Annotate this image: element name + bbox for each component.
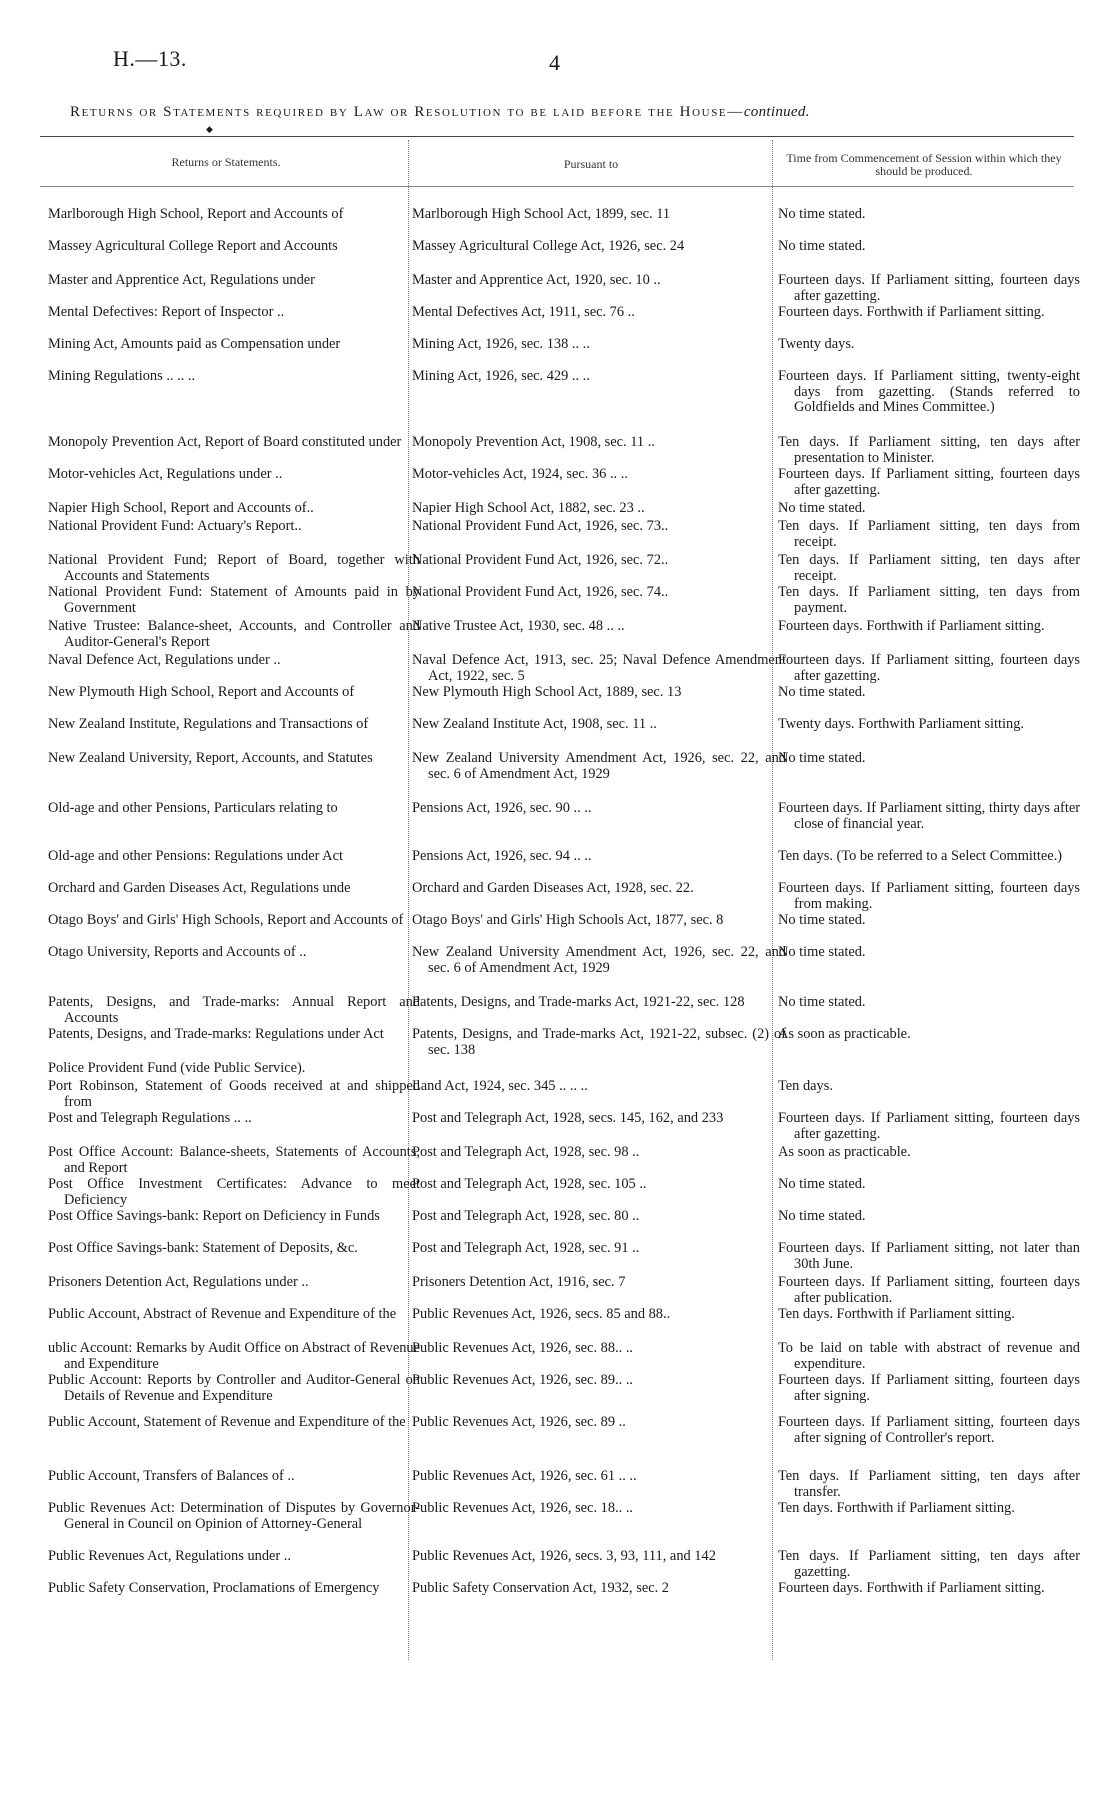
document-reference: H.—13. xyxy=(113,46,187,71)
time-cell: Ten days. Forthwith if Parliament sitting. xyxy=(778,1500,1015,1516)
pursuant-cell: New Zealand University Amendment Act, 1926, sec. 22, and sec. 6 of Amendment Act, 1929 xyxy=(412,944,786,976)
returns-cell: Napier High School, Report and Accounts of.. xyxy=(48,500,314,516)
returns-cell: ublic Account: Remarks by Audit Office on Abstract of Revenue and Expenditure xyxy=(48,1340,420,1372)
time-cell: Ten days. If Parliament sitting, ten days after presentation to Minister. xyxy=(778,434,1080,466)
time-cell: No time stated. xyxy=(778,1208,866,1224)
pursuant-cell: Post and Telegraph Act, 1928, sec. 80 .. xyxy=(412,1208,640,1224)
returns-cell: Old-age and other Pensions: Regulations under Act xyxy=(48,848,343,864)
time-cell: Ten days. If Parliament sitting, ten days after receipt. xyxy=(778,552,1080,584)
time-cell: Fourteen days. If Parliament sitting, fourteen days after gazetting. xyxy=(778,466,1080,498)
pursuant-cell: Mining Act, 1926, sec. 429 .. .. xyxy=(412,368,590,384)
time-cell: No time stated. xyxy=(778,206,866,222)
time-cell: Fourteen days. Forthwith if Parliament sitting. xyxy=(778,304,1045,320)
returns-cell: National Provident Fund: Actuary's Report.. xyxy=(48,518,302,534)
time-cell: Fourteen days. If Parliament sitting, fourteen days after gazetting. xyxy=(778,1110,1080,1142)
pursuant-cell: National Provident Fund Act, 1926, sec. 72.. xyxy=(412,552,669,568)
pursuant-cell: Public Revenues Act, 1926, sec. 88.. .. xyxy=(412,1340,634,1356)
returns-cell: Naval Defence Act, Regulations under .. xyxy=(48,652,281,668)
time-cell: Fourteen days. If Parliament sitting, twenty-eight days from gazetting. (Stands referred to Goldfields and Mines Committee.) xyxy=(778,368,1080,415)
pursuant-cell: New Zealand Institute Act, 1908, sec. 11 .. xyxy=(412,716,657,732)
pursuant-cell: Post and Telegraph Act, 1928, secs. 145, 162, and 233 xyxy=(412,1110,724,1126)
time-cell: Fourteen days. If Parliament sitting, fourteen days from making. xyxy=(778,880,1080,912)
column-divider-1 xyxy=(408,140,409,1660)
time-cell: Fourteen days. If Parliament sitting, fourteen days after gazetting. xyxy=(778,652,1080,684)
pursuant-cell: Mining Act, 1926, sec. 138 .. .. xyxy=(412,336,590,352)
ornament-diamond: ◆ xyxy=(206,124,213,134)
returns-cell: Monopoly Prevention Act, Report of Board constituted under xyxy=(48,434,402,450)
returns-cell: Post Office Savings-bank: Report on Deficiency in Funds xyxy=(48,1208,380,1224)
returns-cell: Master and Apprentice Act, Regulations under xyxy=(48,272,315,288)
returns-cell: Post Office Investment Certificates: Advance to meet Deficiency xyxy=(48,1176,420,1208)
pursuant-cell: Massey Agricultural College Act, 1926, sec. 24 xyxy=(412,238,685,254)
time-cell: To be laid on table with abstract of revenue and expenditure. xyxy=(778,1340,1080,1372)
column-header-pursuant: Pursuant to xyxy=(563,157,619,171)
pursuant-cell: Public Revenues Act, 1926, secs. 85 and 88.. xyxy=(412,1306,671,1322)
pursuant-cell: Marlborough High School Act, 1899, sec. 11 xyxy=(412,206,671,222)
pursuant-cell: Public Revenues Act, 1926, sec. 89 .. xyxy=(412,1414,626,1430)
pursuant-cell: Master and Apprentice Act, 1920, sec. 10 .. xyxy=(412,272,661,288)
returns-cell: Post and Telegraph Regulations .. .. xyxy=(48,1110,252,1126)
page-number: 4 xyxy=(549,50,560,75)
pursuant-cell: Post and Telegraph Act, 1928, sec. 98 .. xyxy=(412,1144,640,1160)
returns-cell: Prisoners Detention Act, Regulations under .. xyxy=(48,1274,309,1290)
pursuant-cell: National Provident Fund Act, 1926, sec. 73.. xyxy=(412,518,669,534)
returns-cell: Native Trustee: Balance-sheet, Accounts, and Controller and Auditor-General's Report xyxy=(48,618,420,650)
pursuant-cell: Public Revenues Act, 1926, sec. 18.. .. xyxy=(412,1500,634,1516)
returns-cell: Massey Agricultural College Report and Accounts xyxy=(48,238,338,254)
pursuant-cell: Post and Telegraph Act, 1928, sec. 91 .. xyxy=(412,1240,640,1256)
returns-cell: Motor-vehicles Act, Regulations under .. xyxy=(48,466,283,482)
page-title xyxy=(70,104,1030,121)
top-rule xyxy=(40,136,1074,137)
time-cell: Ten days. If Parliament sitting, ten days after transfer. xyxy=(778,1468,1080,1500)
title-continued: continued. xyxy=(743,104,810,120)
returns-cell: Mining Regulations .. .. .. xyxy=(48,368,196,384)
time-cell: Fourteen days. If Parliament sitting, thirty days after close of financial year. xyxy=(778,800,1080,832)
pursuant-cell: Orchard and Garden Diseases Act, 1928, sec. 22. xyxy=(412,880,694,896)
time-cell: Twenty days. Forthwith Parliament sitting. xyxy=(778,716,1025,732)
returns-cell: Patents, Designs, and Trade-marks: Annual Report and Accounts xyxy=(48,994,420,1026)
returns-cell: Orchard and Garden Diseases Act, Regulations unde xyxy=(48,880,351,896)
time-cell: Fourteen days. Forthwith if Parliament sitting. xyxy=(778,1580,1045,1596)
pursuant-cell: Patents, Designs, and Trade-marks Act, 1921-22, sec. 128 xyxy=(412,994,745,1010)
pursuant-cell: New Zealand University Amendment Act, 1926, sec. 22, and sec. 6 of Amendment Act, 1929 xyxy=(412,750,786,782)
header-rule xyxy=(40,186,1074,187)
time-cell: No time stated. xyxy=(778,912,866,928)
pursuant-cell: Public Revenues Act, 1926, sec. 89.. .. xyxy=(412,1372,634,1388)
time-cell: Ten days. Forthwith if Parliament sitting. xyxy=(778,1306,1015,1322)
time-cell: Ten days. xyxy=(778,1078,833,1094)
title-main: Returns or Statements required by Law or Resolution to be laid before the House— xyxy=(70,104,744,120)
returns-cell: Public Account, Abstract of Revenue and Expenditure of the xyxy=(48,1306,397,1322)
column-divider-2 xyxy=(772,140,773,1660)
returns-cell: Police Provident Fund (vide Public Service). xyxy=(48,1060,306,1076)
returns-cell: Public Safety Conservation, Proclamations of Emergency xyxy=(48,1580,380,1596)
pursuant-cell: Patents, Designs, and Trade-marks Act, 1921-22, subsec. (2) of sec. 138 xyxy=(412,1026,786,1058)
returns-cell: Public Revenues Act: Determination of Disputes by Governor-General in Council on Opinion of Attorney-General xyxy=(48,1500,420,1532)
returns-cell: National Provident Fund; Report of Board, together with Accounts and Statements xyxy=(48,552,420,584)
time-cell: As soon as practicable. xyxy=(778,1144,911,1160)
time-cell: As soon as practicable. xyxy=(778,1026,911,1042)
pursuant-cell: Prisoners Detention Act, 1916, sec. 7 xyxy=(412,1274,626,1290)
time-cell: No time stated. xyxy=(778,750,866,766)
time-cell: Fourteen days. If Parliament sitting, not later than 30th June. xyxy=(778,1240,1080,1272)
returns-cell: National Provident Fund: Statement of Amounts paid in by Government xyxy=(48,584,420,616)
returns-cell: Marlborough High School, Report and Accounts of xyxy=(48,206,344,222)
returns-cell: New Zealand University, Report, Accounts, and Statutes xyxy=(48,750,373,766)
returns-cell: New Plymouth High School, Report and Accounts of xyxy=(48,684,355,700)
returns-cell: Public Account, Statement of Revenue and Expenditure of the xyxy=(48,1414,406,1430)
pursuant-cell: Otago Boys' and Girls' High Schools Act, 1877, sec. 8 xyxy=(412,912,724,928)
pursuant-cell: National Provident Fund Act, 1926, sec. 74.. xyxy=(412,584,669,600)
returns-cell: Otago University, Reports and Accounts of .. xyxy=(48,944,307,960)
time-cell: No time stated. xyxy=(778,238,866,254)
returns-cell: Public Account: Reports by Controller and Auditor-General on Details of Revenue and Expenditure xyxy=(48,1372,420,1404)
time-cell: Fourteen days. If Parliament sitting, fourteen days after signing of Controller's report. xyxy=(778,1414,1080,1446)
time-cell: Fourteen days. If Parliament sitting, fourteen days after gazetting. xyxy=(778,272,1080,304)
returns-cell: Public Revenues Act, Regulations under .. xyxy=(48,1548,292,1564)
pursuant-cell: Public Revenues Act, 1926, sec. 61 .. .. xyxy=(412,1468,637,1484)
time-cell: No time stated. xyxy=(778,500,866,516)
pursuant-cell: Public Safety Conservation Act, 1932, sec. 2 xyxy=(412,1580,669,1596)
returns-cell: Otago Boys' and Girls' High Schools, Report and Accounts of xyxy=(48,912,404,928)
time-cell: Ten days. If Parliament sitting, ten days from payment. xyxy=(778,584,1080,616)
pursuant-cell: Post and Telegraph Act, 1928, sec. 105 .. xyxy=(412,1176,647,1192)
pursuant-cell: New Plymouth High School Act, 1889, sec. 13 xyxy=(412,684,682,700)
pursuant-cell: Motor-vehicles Act, 1924, sec. 36 .. .. xyxy=(412,466,628,482)
returns-cell: Public Account, Transfers of Balances of .. xyxy=(48,1468,295,1484)
returns-cell: Patents, Designs, and Trade-marks: Regulations under Act xyxy=(48,1026,384,1042)
pursuant-cell: Native Trustee Act, 1930, sec. 48 .. .. xyxy=(412,618,625,634)
pursuant-cell: Pensions Act, 1926, sec. 94 .. .. xyxy=(412,848,592,864)
time-cell: No time stated. xyxy=(778,684,866,700)
pursuant-cell: Napier High School Act, 1882, sec. 23 .. xyxy=(412,500,645,516)
time-cell: Ten days. (To be referred to a Select Committee.) xyxy=(778,848,1063,864)
returns-cell: Post Office Savings-bank: Statement of Deposits, &c. xyxy=(48,1240,358,1256)
pursuant-cell: Land Act, 1924, sec. 345 .. .. .. xyxy=(412,1078,588,1094)
returns-cell: Port Robinson, Statement of Goods received at and shipped from xyxy=(48,1078,420,1110)
time-cell: No time stated. xyxy=(778,1176,866,1192)
time-cell: No time stated. xyxy=(778,944,866,960)
time-cell: Fourteen days. Forthwith if Parliament sitting. xyxy=(778,618,1045,634)
pursuant-cell: Naval Defence Act, 1913, sec. 25; Naval Defence Amendment Act, 1922, sec. 5 xyxy=(412,652,786,684)
column-header-returns: Returns or Statements. xyxy=(171,155,281,169)
column-header-time: Time from Commencement of Session within which they should be produced. xyxy=(786,151,1062,178)
returns-cell: Mental Defectives: Report of Inspector .. xyxy=(48,304,285,320)
pursuant-cell: Monopoly Prevention Act, 1908, sec. 11 .. xyxy=(412,434,655,450)
returns-cell: Old-age and other Pensions, Particulars relating to xyxy=(48,800,338,816)
pursuant-cell: Mental Defectives Act, 1911, sec. 76 .. xyxy=(412,304,635,320)
time-cell: Twenty days. xyxy=(778,336,855,352)
returns-cell: Mining Act, Amounts paid as Compensation under xyxy=(48,336,341,352)
pursuant-cell: Public Revenues Act, 1926, secs. 3, 93, 111, and 142 xyxy=(412,1548,716,1564)
time-cell: Fourteen days. If Parliament sitting, fourteen days after signing. xyxy=(778,1372,1080,1404)
time-cell: Ten days. If Parliament sitting, ten days after gazetting. xyxy=(778,1548,1080,1580)
time-cell: No time stated. xyxy=(778,994,866,1010)
returns-cell: Post Office Account: Balance-sheets, Statements of Accounts, and Report xyxy=(48,1144,420,1176)
time-cell: Fourteen days. If Parliament sitting, fourteen days after publication. xyxy=(778,1274,1080,1306)
returns-cell: New Zealand Institute, Regulations and Transactions of xyxy=(48,716,369,732)
pursuant-cell: Pensions Act, 1926, sec. 90 .. .. xyxy=(412,800,592,816)
time-cell: Ten days. If Parliament sitting, ten days from receipt. xyxy=(778,518,1080,550)
